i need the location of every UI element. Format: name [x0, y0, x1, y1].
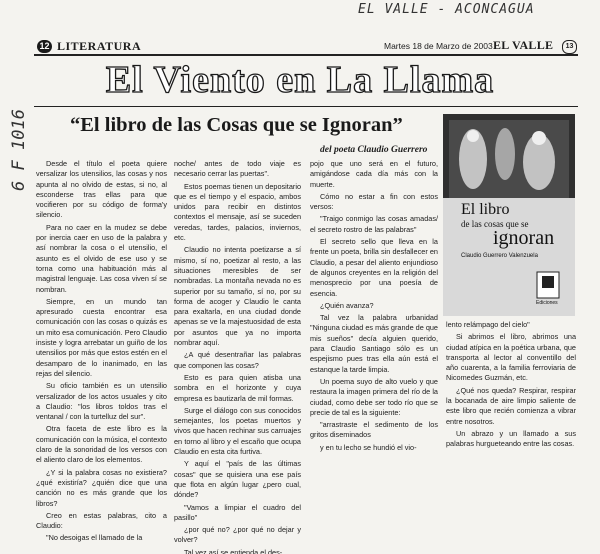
- section-label: LITERATURA: [57, 39, 142, 53]
- paragraph: Tal vez la palabra urbanidad "Ninguna ciudad es más grande de que mis sueños" decía alguien querido, para Claudio Santiago sólo es un espejismo pues tras ella aún está el estanque la tarde limpia.: [310, 313, 438, 374]
- paragraph: El secreto sello que lleva en la frente un poeta, brilla sin desfallecer en Claudio, a pesar del aliento enjundioso de algunos creyentes en la religión del menosprecio por una poesía de esencia.: [310, 237, 438, 298]
- paragraph: Esto es para quien atisba una sombra en el horizonte y cuya empresa es bautizarla de mil formas.: [174, 372, 301, 403]
- paragraph: Estos poemas tienen un depositario que es el tiempo y el espacio, ambos unidos para recibir en distintos contextos el mensaje, así se suceden veredas, tardes, palacios, inviernos, etc.: [174, 181, 301, 243]
- paragraph: Su oficio también es un utensilio versalizador de los actos usuales y cito a Claudio: "los libros toldos tras el ventanal / con la turtelluz del sur".: [36, 381, 167, 422]
- paragraph: pojo que uno será en el futuro, amigándose cada día más con la muerte.: [310, 159, 438, 189]
- paragraph: Un poema suyo de alto vuelo y que restaura la imagen primera del río de la ciudad, como debe ser todo río que se precie de tal es la siguiente:: [310, 376, 438, 417]
- paragraph: "Traigo conmigo las cosas amadas/ el secreto rostro de las palabras": [310, 214, 438, 234]
- article-column-1: [36, 159, 167, 554]
- book-cover-image: [443, 114, 575, 316]
- cover-author: Claudio Guerrero Valenzuela: [461, 253, 538, 259]
- subtitle: “El libro de las Cosas que se Ignoran”: [70, 114, 403, 136]
- paragraph: lento relámpago del cielo": [446, 320, 530, 329]
- paragraph: Claudio no intenta poetizarse a sí mismo, sí no, poetizar al resto, a las situaciones meresibles de ser nombradas. La montaña nevada no es superior por su tamaño, sí no, por su forma de acoger y Claudio le canta para exaltarla, en una ciudad donde apenas se ve la majestuosidad de esta por asuntos que ya no importa nombrar aquí.: [174, 245, 301, 348]
- article-column-4: [446, 320, 576, 490]
- cover-title-line3: ignoran: [493, 227, 555, 249]
- paragraph: noche/ antes de todo viaje es necesario cerrar las puertas".: [174, 159, 301, 179]
- paragraph: Desde el título el poeta quiere versalizar los utensilios, las cosas y nos apunta al no olvido de estas, si no, al esconderse tras ellas para que vocifieren por su código de forma'y silencio.: [36, 159, 167, 220]
- paragraph: Surge el diálogo con sus conocidos semejantes, los poetas muertos y vivos que hacen rechinar sus carruajes en torno al libro y el escaño que ocupa Claudio en esta cita furtiva.: [174, 405, 301, 457]
- newspaper-name: EL VALLE: [493, 38, 554, 52]
- paragraph: ¿por qué no? ¿por qué no dejar y volver?: [174, 525, 301, 545]
- paragraph: Creo en estas palabras, cito a Claudio:: [36, 510, 167, 531]
- newspaper-issue-badge: 13: [562, 40, 577, 54]
- headline: El Viento en La Llama: [105, 59, 495, 101]
- byline: del poeta Claudio Guerrero: [320, 145, 428, 155]
- paragraph: Tal vez así se entienda el des-: [184, 547, 283, 554]
- paragraph: ¿A qué desentrañar las palabras que componen las cosas?: [174, 350, 301, 370]
- article-column-2: [174, 159, 301, 554]
- paragraph: ¿Quién avanza?: [320, 300, 374, 310]
- paragraph: Un abrazo y un llamado a sus palabras hurgueteando entre las cosas.: [446, 428, 576, 449]
- cover-title-line1: El libro: [461, 201, 510, 218]
- handwritten-archive-code: 6 F 1016: [9, 109, 29, 191]
- paragraph: Otra faceta de este libro es la comunicación con la música, el contexto claro de la sonoridad de los versos con el aliento claro de los elementos.: [36, 424, 167, 465]
- paragraph: y en tu lecho se hundió el vio-: [320, 442, 417, 452]
- headline-rule: [34, 106, 578, 107]
- page-number-badge: 12: [37, 40, 52, 53]
- paragraph: Y aquí el "país de las últimas cosas" que se quisiera una ese país que flota en algún lugar ¿pero cual, dónde?: [174, 459, 301, 500]
- paragraph: Siempre, en un mundo tan apresurado cuesta encontrar esa comunicación con las cosas o quizás es un mito esa comunicación. Pero Claudio insiste y logra arrebatar un guiño de los utensilios por más que estos estén en el desamparo de lo inanimado, en las rejas del silencio.: [36, 296, 167, 378]
- paragraph: "Vamos a limpiar el cuadro del pasillo": [174, 502, 301, 522]
- article-column-3: [310, 159, 438, 554]
- cover-publisher: Ediciones: [536, 300, 558, 306]
- issue-date: Martes 18 de Marzo de 2003: [384, 41, 493, 51]
- paragraph: ¿Y si la palabra cosas no existiera? ¿qué existiría? ¿quién dice que una canción no es más grande que los libros?: [36, 467, 167, 508]
- handwritten-source-note: EL VALLE - ACONCAGUA: [358, 2, 535, 17]
- paragraph: ¿Qué nos queda? Respirar, respirar la bocanada de aire limpio saliente de este libro que recién comienza a vibrar entre nosotros.: [446, 385, 576, 426]
- paragraph: "No desoigas el llamado de la: [46, 533, 143, 543]
- paragraph: "arrastraste el sedimento de los gritos diseminados: [310, 420, 438, 440]
- paragraph: Para no caer en la mudez se debe por inercia caer en uso de la palabra y así nombrar la cosa o el utensilio, el asunto es el olvido de ese uso y se torna como una habituación más al magistral lenguaje. Las cosa viven sí se nombran.: [36, 222, 167, 294]
- paragraph: Si abrimos el libro, abrimos una ciudad atípica en la poética urbana, que transporta al lector al conventillo del año cuarenta, a la familia ferroviaria de Nicomedes Guzmán, etc.: [446, 332, 576, 383]
- paragraph: Cómo no estar a fin con estos versos:: [310, 191, 438, 212]
- cover-title-line2: de las cosas que se: [461, 219, 529, 229]
